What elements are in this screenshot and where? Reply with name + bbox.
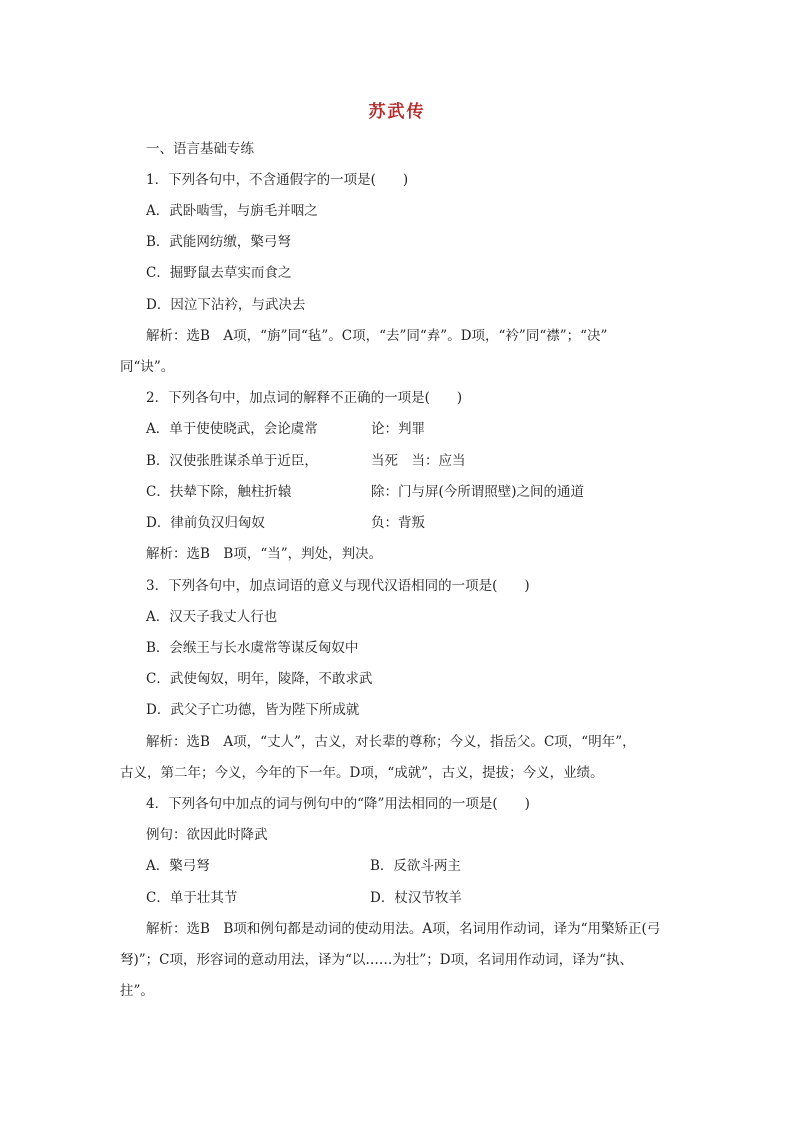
question-1-option-b: B．武能网纺缴，檠弓弩 xyxy=(146,234,291,250)
question-3-option-a: A．汉天子我丈人行也 xyxy=(146,609,278,625)
question-3-analysis: 解析：选B A项，“丈人”，古义，对长辈的尊称；今义，指岳父。C项，“明年”， xyxy=(146,734,636,750)
question-1-option-c: C．掘野鼠去草实而食之 xyxy=(146,265,292,281)
question-4-option-b: B．反欲斗两主 xyxy=(370,858,461,874)
question-2-option-c: C．扶辇下除，触柱折辕 xyxy=(146,484,292,500)
question-3-stem: 3．下列各句中，加点词语的意义与现代汉语相同的一项是( ) xyxy=(146,578,530,594)
question-2-analysis: 解析：选B B项，“当”，判处，判决。 xyxy=(146,546,383,562)
question-1-analysis-cont: 同“诀”。 xyxy=(120,359,175,375)
question-3-analysis-cont: 古义，第二年；今义，今年的下一年。D项，“成就”，古义，提拔；今义，业绩。 xyxy=(120,765,604,781)
question-3-option-b: B．会缑王与长水虞常等谋反匈奴中 xyxy=(146,640,359,656)
question-3-option-d: D．武父子亡功德，皆为陛下所成就 xyxy=(146,702,360,718)
document-title: 苏武传 xyxy=(368,102,426,122)
question-2-option-b: B．汉使张胜谋杀单于近臣， xyxy=(146,453,318,469)
question-3-option-c: C．武使匈奴，明年，陵降，不敢求武 xyxy=(146,671,373,687)
question-1-option-d: D．因泣下沾衿，与武决去 xyxy=(146,297,306,313)
section-heading: 一、语言基础专练 xyxy=(146,141,254,157)
question-2-option-a: A．单于使使晓武，会论虞常 xyxy=(146,421,318,437)
question-4-option-c: C．单于壮其节 xyxy=(146,890,238,906)
question-4-analysis-end: 拄”。 xyxy=(120,983,154,999)
question-2-option-c-gloss: 除：门与屏(今所谓照壁)之间的通道 xyxy=(371,484,585,500)
question-1-analysis: 解析：选B A项，“旃”同“毡”。C项，“去”同“弆”。D项，“衿”同“襟”；“决” xyxy=(146,328,608,344)
question-4-option-d: D．杖汉节牧羊 xyxy=(370,890,462,906)
question-4-stem: 4．下列各句中加点的词与例句中的“降”用法相同的一项是( ) xyxy=(146,796,530,812)
question-4-analysis-cont: 弩)”；C项，形容词的意动用法，译为“以……为壮”；D项，名词用作动词，译为“执、 xyxy=(120,952,634,968)
question-2-option-d: D．律前负汉归匈奴 xyxy=(146,515,265,531)
question-4-example: 例句：欲因此时降武 xyxy=(146,827,268,843)
question-2-option-d-gloss: 负：背叛 xyxy=(371,515,425,531)
question-1-option-a: A．武卧啮雪，与旃毛并咽之 xyxy=(146,203,318,219)
question-2-stem: 2．下列各句中，加点词的解释不正确的一项是( ) xyxy=(146,390,463,406)
question-2-option-b-gloss: 当死 当：应当 xyxy=(371,453,466,469)
question-4-analysis: 解析：选B B项和例句都是动词的使动用法。A项，名词用作动词，译为“用檠矫正(弓 xyxy=(146,921,661,937)
question-1-stem: 1．下列各句中，不含通假字的一项是( ) xyxy=(146,172,409,188)
question-2-option-a-gloss: 论：判罪 xyxy=(371,421,425,437)
question-4-option-a: A．檠弓弩 xyxy=(146,858,210,874)
